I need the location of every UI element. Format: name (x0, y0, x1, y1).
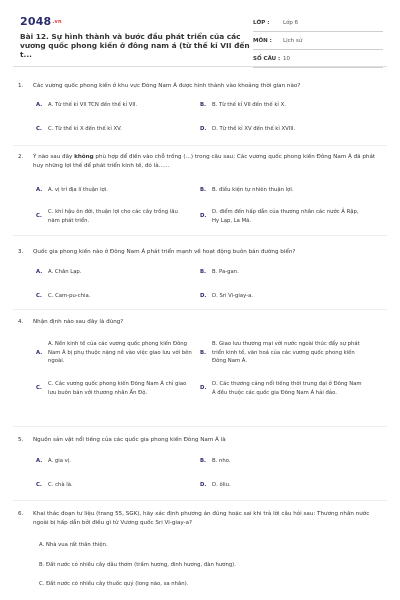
question-5 (18, 436, 383, 445)
option-a[interactable] (36, 268, 186, 277)
option-d[interactable] (200, 380, 365, 397)
option-text: D. điểm đến hấp dẫn của thương nhân các nước Ả Rập, Hy Lạp, La Mã. (212, 209, 359, 224)
option-label: A. (36, 102, 43, 108)
option-label: C. (36, 293, 42, 299)
question-number: 1. (18, 83, 24, 89)
logo-suffix: .vn (52, 19, 62, 25)
question-2 (18, 153, 383, 171)
option-c[interactable] (36, 380, 196, 397)
meta-table (253, 14, 383, 68)
option-text: D. Các thương cảng nổi tiếng thời trung đại ở Đông Nam Á đều thuộc các quốc gia Đông Nam Á hải đảo. (212, 381, 362, 396)
option-d[interactable] (200, 208, 365, 225)
subject-value: Lịch sử (283, 37, 303, 44)
option-a[interactable] (36, 101, 186, 110)
option-label: B. (200, 187, 207, 193)
option-b[interactable] (200, 186, 365, 195)
statement-c[interactable]: C. Đất nước có nhiều cây thuốc quý (long não, sa nhân). (39, 581, 189, 587)
option-b[interactable] (200, 457, 365, 466)
option-text: C. khí hậu ôn đới, thuận lợi cho các cây trồng lâu năm phát triển. (48, 209, 178, 224)
option-text: A. Nền kinh tế của các vương quốc phong kiến Đông Nam Á bị phụ thuộc nặng nề vào việc giao lưu với bên ngoài. (48, 341, 192, 365)
option-label: B. (200, 269, 207, 275)
option-label: A. (36, 187, 43, 193)
option-label: D. (200, 482, 207, 488)
option-label: C. (36, 482, 42, 488)
option-text: C. Từ thế kỉ X đến thế kỉ XV. (48, 126, 122, 132)
option-text: D. Sri Vi-giay-a. (212, 293, 253, 299)
statement-a[interactable]: A. Nhà vua rất thân thiện. (39, 542, 108, 548)
question-text: Các vương quốc phong kiến ở khu vực Đông Nam Á được hình thành vào khoảng thời gian nào? (33, 83, 301, 89)
option-label: A. (36, 269, 43, 275)
meta-row-class (253, 14, 383, 32)
header-divider (13, 66, 387, 67)
option-text: A. Chân Lạp. (48, 269, 82, 275)
count-value: 10 (283, 55, 290, 62)
option-text: A. vị trí địa lí thuận lợi. (48, 187, 108, 193)
question-text: Khai thác đoạn tư liệu (trang 55, SGK), hãy xác định phương án đúng hoặc sai khi trả lời câu hỏi sau: Thương nhân nước ngoài bị hấp dẫn bởi điều gì từ Vương quốc Sri Vi-giay-a? (33, 511, 370, 526)
option-label: D. (200, 385, 207, 392)
option-label: D. (200, 293, 207, 299)
subject-label: MÔN : (253, 37, 272, 44)
option-label: D. (200, 213, 207, 220)
option-label: C. (36, 213, 42, 220)
worksheet-title: Bài 12. Sự hình thành và bước đầu phát triển của các vương quốc phong kiến ở đông nam á (từ thế kỉ VII đến t... (20, 32, 250, 59)
question-number: 5. (18, 437, 24, 443)
option-text: C. chà là. (48, 482, 73, 488)
question-text: Nguồn sản vật nổi tiếng của các quốc gia phong kiến Đông Nam Á là (33, 437, 226, 443)
question-number: 3. (18, 249, 24, 255)
question-separator (13, 426, 387, 427)
option-text: B. Pa-gan. (212, 269, 239, 275)
count-label: SỐ CÂU : (253, 55, 281, 62)
option-a[interactable] (36, 186, 186, 195)
question-separator (13, 309, 387, 310)
option-label: A. (36, 458, 43, 464)
question-text: Quốc gia phong kiến nào ở Đông Nam Á phát triển mạnh về hoạt động buôn bán đường biển? (33, 249, 296, 255)
option-d[interactable] (200, 481, 365, 490)
option-a[interactable] (36, 457, 186, 466)
question-separator (13, 145, 387, 146)
option-b[interactable] (200, 268, 365, 277)
option-text: D. ôliu. (212, 482, 231, 488)
logo-text: 2048 (20, 15, 52, 28)
option-c[interactable] (36, 481, 186, 490)
option-text: C. Các vương quốc phong kiến Đông Nam Á chỉ giao lưu buôn bán với thương nhân Ấn Độ. (48, 381, 187, 396)
question-separator (13, 500, 387, 501)
option-c[interactable] (36, 125, 186, 134)
worksheet-header (0, 0, 400, 62)
option-b[interactable] (200, 340, 365, 366)
question-keyword: không (74, 154, 94, 160)
question-number: 2. (18, 154, 24, 160)
logo (20, 15, 62, 28)
option-c[interactable] (36, 208, 186, 225)
option-label: B. (200, 458, 207, 464)
question-text (33, 153, 383, 171)
option-label: C. (36, 126, 42, 132)
option-label: B. (200, 102, 207, 108)
question-1 (18, 82, 383, 91)
option-text: B. nho. (212, 458, 231, 464)
option-text: B. Giao lưu thương mại với nước ngoài thúc đẩy sự phát triển kinh tế, văn hoá của các vương quốc phong kiến Đông Nam Á. (212, 341, 360, 365)
option-label: A. (36, 349, 43, 356)
option-b[interactable] (200, 101, 365, 110)
option-text: A. gia vị. (48, 458, 71, 464)
option-label: B. (200, 349, 207, 356)
option-c[interactable] (36, 292, 186, 301)
class-label: LỚP : (253, 19, 270, 26)
question-text: Nhận định nào sau đây là đúng? (33, 319, 124, 325)
option-text: B. Từ thế kỉ VII đến thế kỉ X. (212, 102, 286, 108)
option-text: B. điều kiện tự nhiên thuận lợi. (212, 187, 294, 193)
option-text: D. Từ thế kỉ XV đến thế kỉ XVIII. (212, 126, 296, 132)
question-text-suffix: phù hợp để điền vào chỗ trống (...) trong câu sau: Các vương quốc phong kiến Đông Nam Á đã phát huy những lợi thế để phát triển kinh tế, đó là...... (33, 154, 376, 169)
option-label: C. (36, 385, 42, 392)
question-number: 6. (18, 511, 24, 517)
option-label: D. (200, 126, 207, 132)
option-text: A. Từ thế kỉ VII TCN đến thế kỉ VII. (48, 102, 138, 108)
option-d[interactable] (200, 125, 365, 134)
question-4 (18, 318, 383, 327)
question-3 (18, 248, 383, 257)
statement-b[interactable]: B. Đất nước có nhiều cây dâu thơm (trầm hương, đinh hương, đàn hương). (39, 562, 236, 568)
class-value: Lớp 6 (283, 19, 299, 26)
meta-row-subject (253, 32, 383, 50)
question-separator (13, 235, 387, 236)
option-d[interactable] (200, 292, 365, 301)
question-number: 4. (18, 319, 24, 325)
question-6 (18, 510, 383, 528)
option-text: C. Cam-pu-chia. (48, 293, 91, 299)
question-text-prefix: Ý nào sau đây (33, 154, 75, 160)
option-a[interactable] (36, 340, 196, 366)
